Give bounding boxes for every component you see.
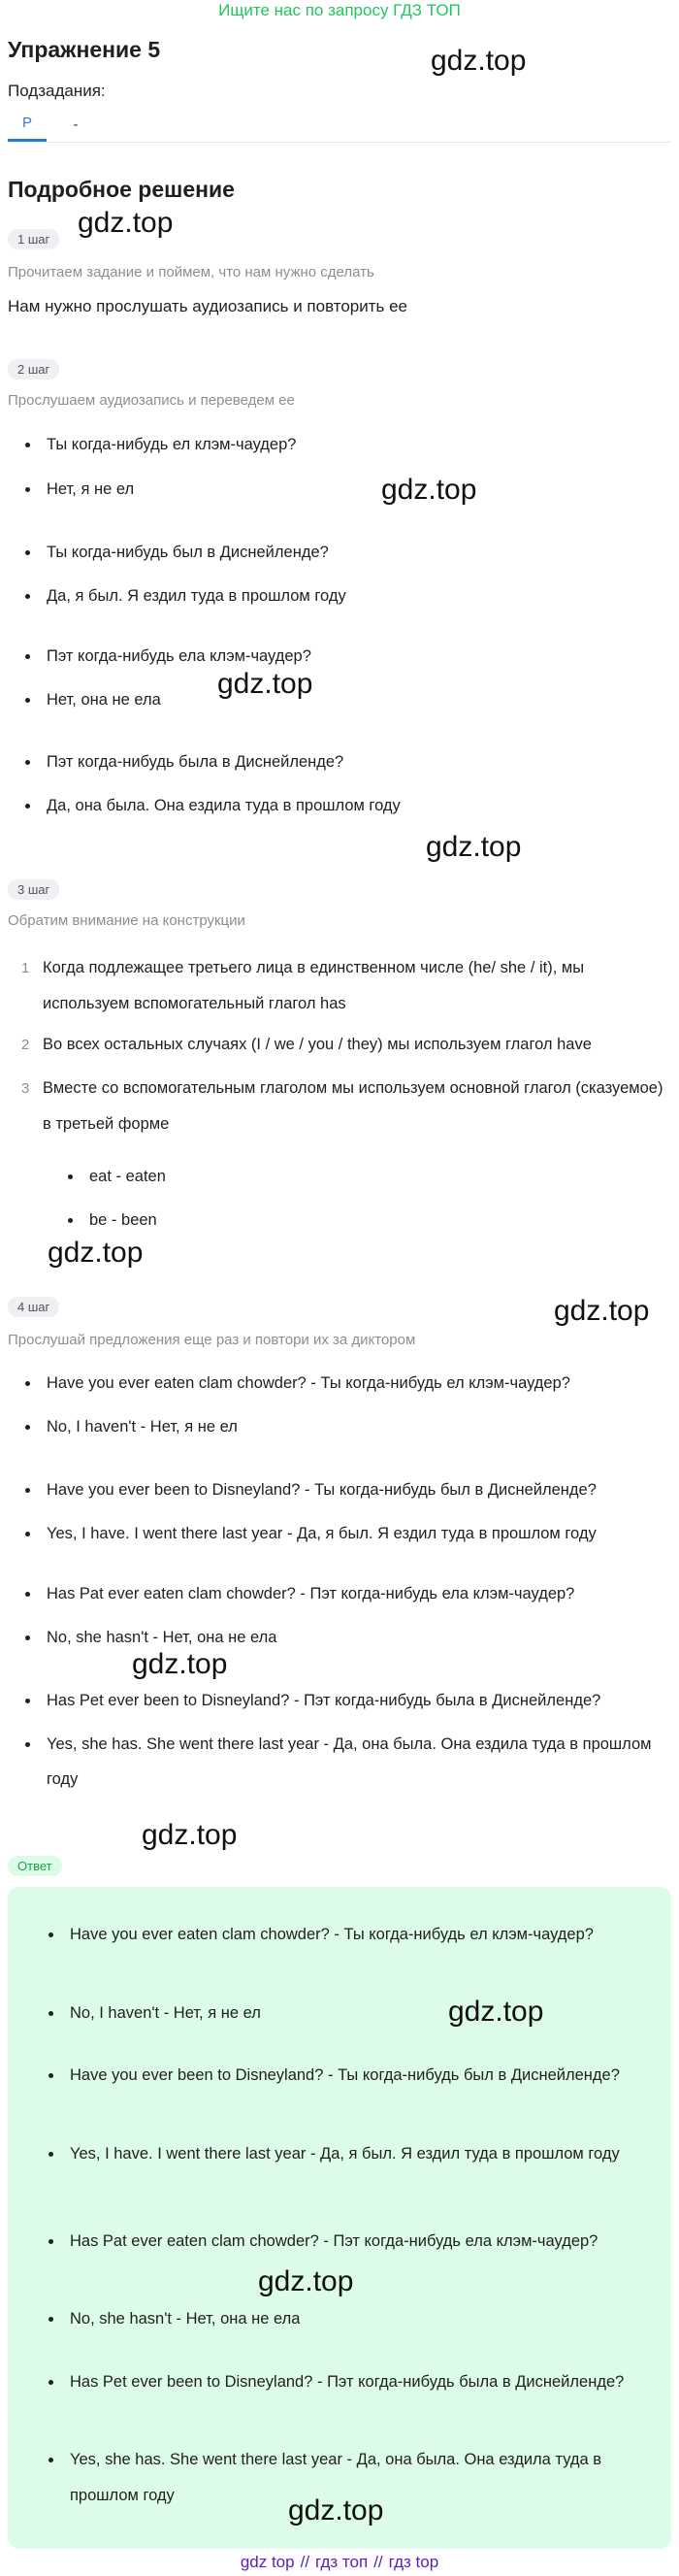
numbered-item-1: 1 Когда подлежащее третьего лица в единственном числе (he/ she / it), мы используем вспомогательный глагол has [21, 959, 585, 1012]
subtask-tabs [8, 107, 105, 142]
footer [0, 2553, 679, 2572]
numbered-item-text: Вместе со вспомогательным глаголом мы используем основной глагол (сказуемое) в третьей форме [43, 1079, 663, 1133]
watermark: gdz.top [381, 474, 477, 506]
subtasks-label: Подзадания: [8, 82, 106, 100]
list-item: Ты когда-нибудь ел клэм-чаудер? [47, 427, 667, 462]
list-item: Yes, I have. I went there last year - Да, я был. Я ездил туда в прошлом году [47, 1516, 667, 1551]
list-item: Ты когда-нибудь был в Диснейленде? [47, 535, 667, 570]
step-badge-1: 1 шаг [8, 229, 59, 249]
divider [8, 142, 671, 143]
answer-badge: Ответ [8, 1856, 62, 1876]
list-item: Да, она была. Она ездила туда в прошлом году [47, 788, 667, 823]
step-badge-2: 2 шаг [8, 359, 59, 380]
watermark: gdz.top [554, 1295, 650, 1327]
answer-item: Has Pat ever eaten clam chowder? - Пэт когда-нибудь ела клэм-чаудер? [70, 2224, 632, 2260]
watermark: gdz.top [426, 831, 522, 863]
watermark: gdz.top [48, 1237, 144, 1269]
footer-link-gdz-top-ru[interactable]: гдз топ [315, 2553, 369, 2571]
answer-item: Have you ever eaten clam chowder? - Ты когда-нибудь ел клэм-чаудер? [70, 1917, 632, 1953]
watermark: gdz.top [78, 207, 174, 239]
watermark: gdz.top [142, 1819, 238, 1851]
footer-separator: // [300, 2553, 310, 2571]
watermark: gdz.top [132, 1648, 228, 1680]
list-item: Да, я был. Я ездил туда в прошлом году [47, 578, 667, 613]
answer-item: No, she hasn't - Нет, она не ела [70, 2301, 632, 2337]
numbered-item-2: 2 Во всех остальных случаях (I / we / you / they) мы используем глагол have [21, 1036, 592, 1053]
list-item: Has Pet ever been to Disneyland? - Пэт когда-нибудь была в Диснейленде? [47, 1683, 667, 1718]
subtask-tab-p[interactable]: P [8, 107, 47, 142]
footer-link-gdz-top[interactable]: gdz top [240, 2553, 295, 2571]
watermark: gdz.top [431, 45, 527, 77]
answer-item: Yes, she has. She went there last year - Да, она была. Она ездила туда в прошлом году [70, 2442, 632, 2514]
list-item: Have you ever eaten clam chowder? - Ты когда-нибудь ел клэм-чаудер? [47, 1366, 667, 1401]
watermark: gdz.top [217, 668, 313, 700]
list-item: Yes, she has. She went there last year - Да, она была. Она ездила туда в прошлом году [47, 1727, 667, 1797]
answer-item: Have you ever been to Disneyland? - Ты когда-нибудь был в Диснейленде? [70, 2058, 632, 2094]
watermark: gdz.top [448, 1996, 544, 2028]
watermark: gdz.top [288, 2494, 384, 2526]
watermark: gdz.top [258, 2265, 354, 2297]
list-item: Have you ever been to Disneyland? - Ты когда-нибудь был в Диснейленде? [47, 1472, 667, 1507]
list-item: Has Pat ever eaten clam chowder? - Пэт когда-нибудь ела клэм-чаудер? [47, 1576, 667, 1611]
top-banner: Ищите нас по запросу ГДЗ ТОП [218, 1, 461, 19]
step-1-text: Нам нужно прослушать аудиозапись и повторить ее [8, 297, 408, 315]
list-item: No, she hasn't - Нет, она не ела [47, 1620, 667, 1655]
list-item: Нет, я не ел [47, 472, 667, 507]
step-2-description: Прослушаем аудиозапись и переведем ее [8, 392, 295, 409]
footer-link-gdz-top-mixed[interactable]: гдз top [388, 2553, 439, 2571]
section-title: Подробное решение [8, 177, 235, 202]
answer-item: No, I haven't - Нет, я не ел [70, 1996, 632, 2031]
list-item: Нет, она не ела [47, 682, 667, 717]
list-item: Пэт когда-нибудь ела клэм-чаудер? [47, 639, 667, 674]
numbered-item-3: 3 Вместе со вспомогательным глаголом мы используем основной глагол (сказуемое) в третьей форме [21, 1079, 663, 1133]
list-item: No, I haven't - Нет, я не ел [47, 1409, 667, 1444]
list-item: Пэт когда-нибудь была в Диснейленде? [47, 744, 667, 779]
step-1-description: Прочитаем задание и поймем, что нам нужно сделать [8, 264, 374, 281]
page-title: Упражнение 5 [8, 37, 161, 62]
answer-item: Yes, I have. I went there last year - Да, я был. Я ездил туда в прошлом году [70, 2136, 632, 2172]
step-badge-3: 3 шаг [8, 879, 59, 900]
sub-list-item: be - been [89, 1203, 157, 1238]
step-4-description: Прослушай предложения еще раз и повтори их за диктором [8, 1332, 416, 1348]
step-badge-4: 4 шаг [8, 1297, 59, 1317]
numbered-item-text: Когда подлежащее третьего лица в единственном числе (he/ she / it), мы используем вспомогательный глагол has [43, 959, 585, 1012]
numbered-item-text: Во всех остальных случаях (I / we / you / they) мы используем глагол have [43, 1036, 592, 1053]
sub-list-item: eat - eaten [89, 1159, 166, 1194]
answer-item: Has Pet ever been to Disneyland? - Пэт когда-нибудь была в Диснейленде? [70, 2364, 632, 2400]
step-3-description: Обратим внимание на конструкции [8, 912, 245, 929]
subtask-tab-dash[interactable]: - [73, 116, 79, 133]
footer-separator: // [373, 2553, 383, 2571]
